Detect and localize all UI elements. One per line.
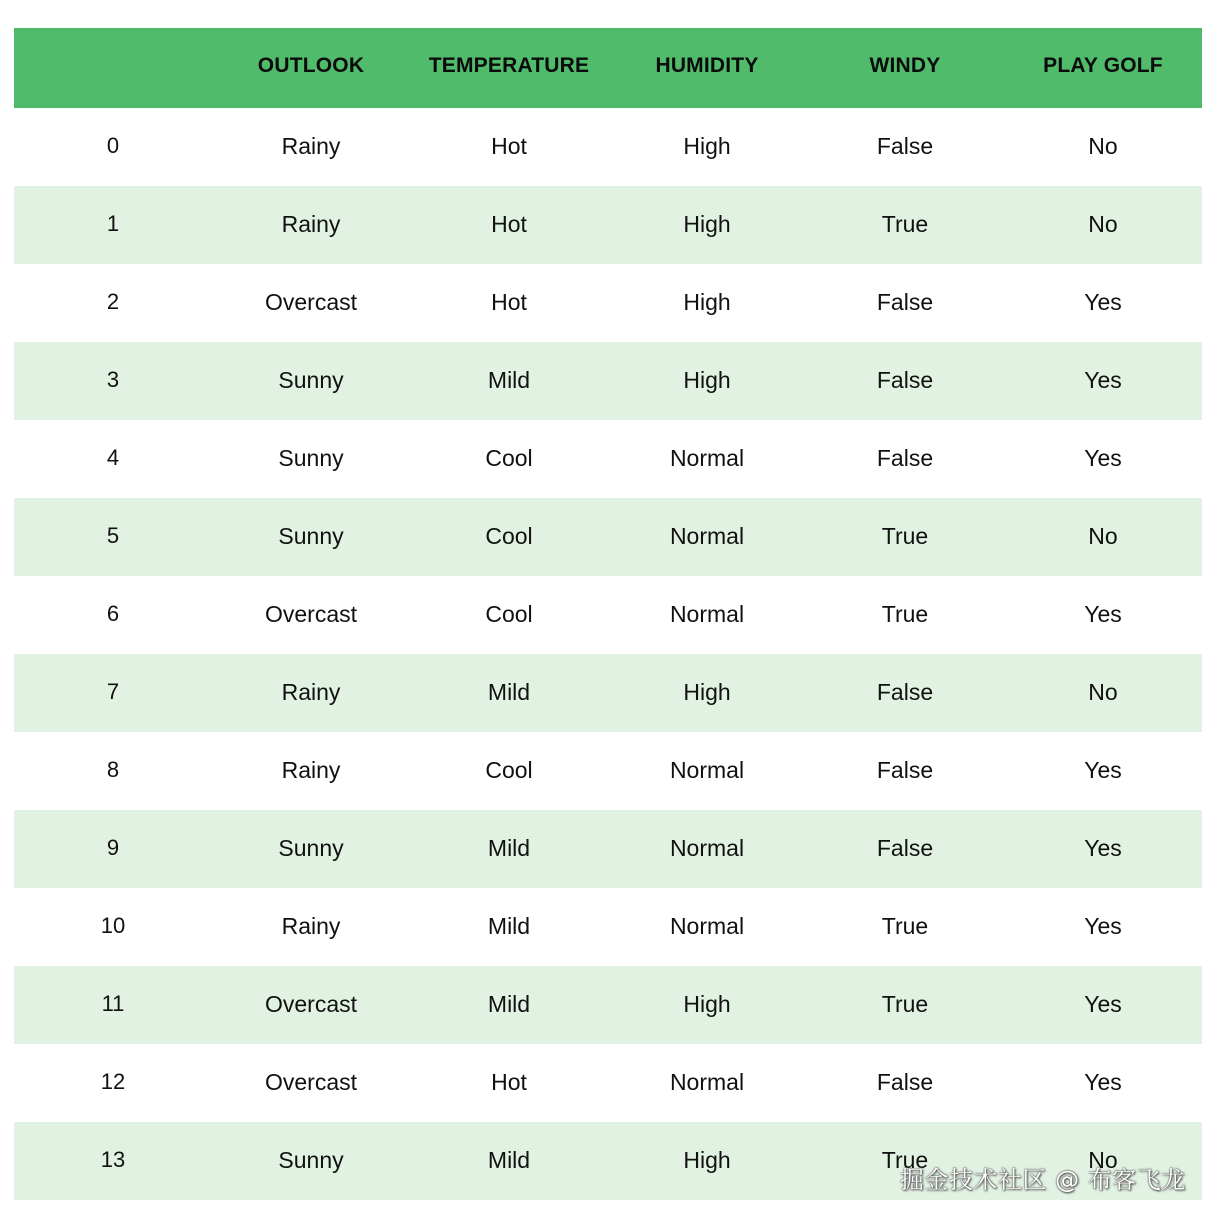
cell-outlook: Sunny [278,522,344,549]
cell-index: 1 [106,211,120,236]
table-row [14,1044,1202,1122]
cell-windy: False [876,366,934,393]
table-row [14,576,1202,654]
cell-windy: True [881,990,929,1017]
cell-windy: True [881,1146,929,1173]
cell-humidity: High [683,1146,731,1173]
data-table-container [14,28,1202,1200]
cell-outlook: Rainy [281,912,341,939]
cell-humidity: Normal [669,522,745,549]
header-humidity: HUMIDITY [655,54,759,77]
cell-temperature: Hot [491,132,527,159]
cell-outlook: Sunny [278,444,344,471]
cell-humidity: High [683,678,731,705]
cell-windy: False [876,834,934,861]
cell-index: 2 [106,289,120,314]
cell-humidity: Normal [669,1068,745,1095]
cell-windy: False [876,678,934,705]
table-header [14,28,1202,108]
cell-index: 13 [100,1147,126,1172]
header-play-golf: PLAY GOLF [1043,54,1163,77]
cell-outlook: Overcast [264,1068,358,1095]
header-row [14,28,1202,108]
cell-index: 7 [106,679,120,704]
cell-play-golf: Yes [1084,600,1122,627]
header-temperature: TEMPERATURE [428,54,590,77]
table-body [14,108,1202,1200]
cell-index: 8 [106,757,120,782]
table-row [14,888,1202,966]
cell-windy: True [881,210,929,237]
watermark: 掘金技术社区 @ 布客飞龙 [900,1166,1186,1194]
cell-index: 11 [101,991,125,1016]
table-row [14,966,1202,1044]
cell-temperature: Cool [485,444,533,471]
cell-outlook: Rainy [281,678,341,705]
cell-humidity: High [683,366,731,393]
table-row [14,108,1202,186]
cell-temperature: Mild [487,366,531,393]
cell-play-golf: No [1088,678,1118,705]
cell-play-golf: Yes [1084,1068,1122,1095]
cell-temperature: Cool [485,756,533,783]
cell-index: 5 [106,523,120,548]
cell-humidity: High [683,132,731,159]
cell-temperature: Mild [487,834,531,861]
cell-index: 12 [100,1069,126,1094]
cell-windy: False [876,132,934,159]
cell-temperature: Mild [487,990,531,1017]
cell-outlook: Overcast [264,600,358,627]
table-row [14,342,1202,420]
cell-outlook: Rainy [281,132,341,159]
cell-humidity: High [683,288,731,315]
cell-play-golf: Yes [1084,912,1122,939]
cell-outlook: Rainy [281,210,341,237]
table-row [14,264,1202,342]
cell-humidity: High [683,210,731,237]
cell-play-golf: Yes [1084,834,1122,861]
cell-index: 0 [106,133,120,158]
cell-outlook: Sunny [278,366,344,393]
cell-windy: True [881,600,929,627]
cell-windy: False [876,288,934,315]
cell-index: 9 [106,835,120,860]
cell-play-golf: No [1088,132,1118,159]
table-row [14,732,1202,810]
golf-dataset-table [14,28,1202,1200]
cell-outlook: Overcast [264,990,358,1017]
cell-humidity: Normal [669,444,745,471]
header-index [14,28,212,108]
cell-temperature: Mild [487,678,531,705]
cell-play-golf: No [1088,210,1118,237]
cell-play-golf: No [1088,522,1118,549]
cell-outlook: Sunny [278,1146,344,1173]
cell-temperature: Hot [491,288,527,315]
cell-play-golf: Yes [1084,444,1122,471]
cell-humidity: High [683,990,731,1017]
cell-windy: False [876,756,934,783]
cell-humidity: Normal [669,600,745,627]
cell-humidity: Normal [669,834,745,861]
cell-play-golf: Yes [1084,366,1122,393]
cell-windy: False [876,444,934,471]
cell-temperature: Mild [487,912,531,939]
cell-outlook: Sunny [278,834,344,861]
cell-windy: False [876,1068,934,1095]
table-row [14,420,1202,498]
cell-play-golf: Yes [1084,990,1122,1017]
header-outlook: OUTLOOK [257,54,365,77]
cell-index: 10 [100,913,126,938]
cell-outlook: Overcast [264,288,358,315]
cell-index: 3 [106,367,120,392]
cell-humidity: Normal [669,912,745,939]
cell-outlook: Rainy [281,756,341,783]
cell-temperature: Hot [491,210,527,237]
cell-temperature: Mild [487,1146,531,1173]
header-windy: WINDY [869,54,941,77]
cell-windy: True [881,522,929,549]
table-row [14,810,1202,888]
cell-temperature: Cool [485,522,533,549]
table-row [14,186,1202,264]
cell-index: 4 [106,445,120,470]
cell-play-golf: No [1088,1146,1118,1173]
cell-play-golf: Yes [1084,288,1122,315]
table-row [14,654,1202,732]
table-row [14,498,1202,576]
cell-index: 6 [106,601,120,626]
cell-play-golf: Yes [1084,756,1122,783]
cell-windy: True [881,912,929,939]
cell-humidity: Normal [669,756,745,783]
cell-temperature: Hot [491,1068,527,1095]
cell-temperature: Cool [485,600,533,627]
